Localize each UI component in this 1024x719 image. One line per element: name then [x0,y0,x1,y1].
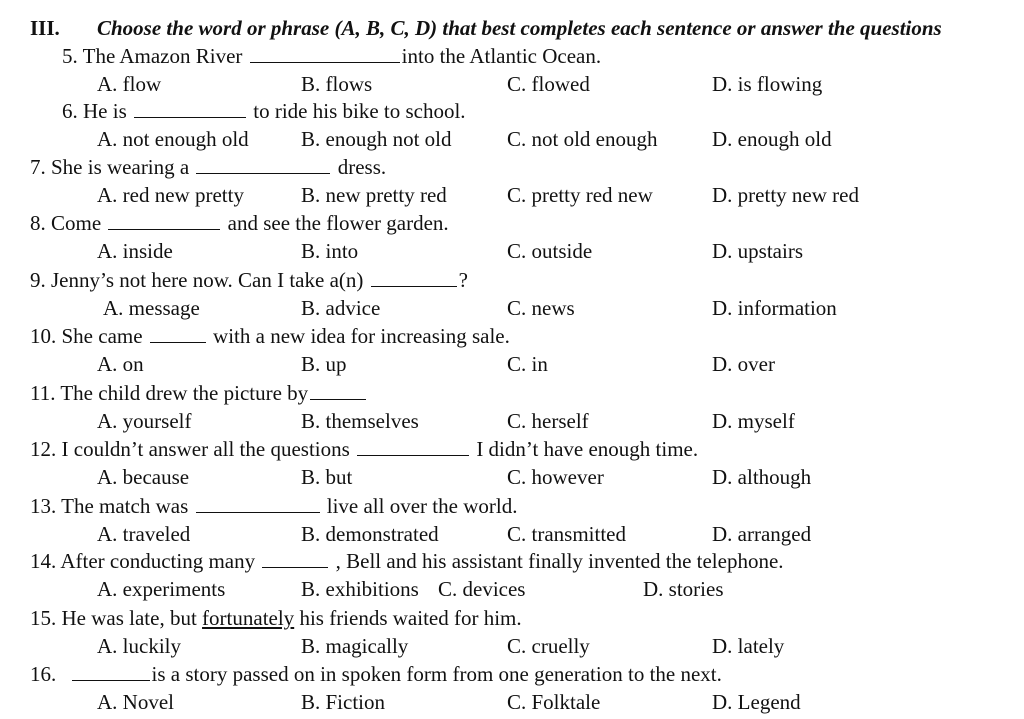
option-d: D. arranged [712,522,812,546]
question-stem: He is [83,99,127,123]
answer-blank [108,211,220,230]
option-a: A. not enough old [97,127,249,151]
question-text [30,266,468,294]
option-b: B. advice [301,296,381,320]
option-d: D. stories [643,577,724,601]
question-stem: The Amazon River [82,44,243,68]
question-9 [0,266,1024,294]
option-b: B. but [301,465,353,489]
question-stem-end: into the Atlantic Ocean. [401,44,602,68]
question-stem: He was late, but [61,606,197,630]
answer-blank [310,381,366,400]
options-5 [0,70,1024,98]
question-stem-end: I didn’t have enough time. [476,437,699,461]
option-c: C. however [507,465,604,489]
question-text [30,209,449,237]
question-stem-end: ? [458,268,468,292]
question-stem-end: , Bell and his assistant finally invented the telephone. [335,549,784,573]
option-b: B. into [301,239,359,263]
question-stem-end: to ride his bike to school. [253,99,466,123]
option-a: A. yourself [97,409,192,433]
option-b: B. exhibitions [301,577,419,601]
answer-blank [72,662,150,681]
options-9 [0,294,1024,322]
options-8 [0,237,1024,265]
option-c: C. flowed [507,72,590,96]
option-a: A. flow [97,72,162,96]
options-7 [0,181,1024,209]
question-stem: Jenny’s not here now. Can I take a(n) [51,268,364,292]
option-c: C. news [507,296,575,320]
option-b: B. new pretty red [301,183,447,207]
question-text [30,660,722,688]
option-c: C. transmitted [507,522,626,546]
option-c: C. cruelly [507,634,590,658]
answer-blank [250,44,400,63]
option-c: C. devices [438,577,526,601]
question-number: 15. [30,606,57,630]
question-number: 16. [30,662,57,686]
option-a: A. red new pretty [97,183,244,207]
question-number: 10. [30,324,57,348]
question-number: 11. [30,381,56,405]
option-b: B. themselves [301,409,419,433]
option-c: C. Folktale [507,690,601,714]
question-text [30,153,386,181]
question-number: 12. [30,437,57,461]
option-b: B. Fiction [301,690,386,714]
option-d: D. over [712,352,775,376]
option-d: D. enough old [712,127,832,151]
question-stem-end: live all over the world. [326,494,518,518]
question-11 [0,379,1024,407]
section-heading [0,14,1024,42]
option-b: B. magically [301,634,409,658]
options-13 [0,520,1024,548]
section-instruction: Choose the word or phrase (A, B, C, D) that best completes each sentence or answer the questions [97,16,942,40]
question-16 [0,660,1024,688]
option-c: C. outside [507,239,593,263]
underlined-word: fortunately [202,606,295,630]
question-10 [0,322,1024,350]
answer-blank [357,437,469,456]
option-c: C. in [507,352,548,376]
option-a: A. experiments [97,577,226,601]
question-text [30,547,784,575]
options-16 [0,688,1024,716]
question-12 [0,435,1024,463]
option-a: A. traveled [97,522,191,546]
options-12 [0,463,1024,491]
question-text [30,379,368,407]
option-c: C. not old enough [507,127,658,151]
question-8 [0,209,1024,237]
question-15 [0,604,1024,632]
question-stem: She is wearing a [51,155,190,179]
question-number: 6. [62,99,78,123]
question-stem: After conducting many [60,549,256,573]
section-numeral: III. [30,16,60,40]
question-number: 14. [30,549,57,573]
question-stem-end: with a new idea for increasing sale. [213,324,510,348]
option-a: A. on [97,352,144,376]
option-b: B. flows [301,72,373,96]
question-5 [0,42,1024,70]
question-text [30,492,517,520]
options-10 [0,350,1024,378]
question-stem: She came [61,324,143,348]
option-c: C. pretty red new [507,183,653,207]
question-number: 5. [62,44,78,68]
option-d: D. Legend [712,690,801,714]
question-number: 7. [30,155,46,179]
answer-blank [196,155,330,174]
question-text [62,42,601,70]
option-a: A. Novel [97,690,174,714]
question-stem-end: is a story passed on in spoken form from one generation to the next. [151,662,722,686]
option-d: D. myself [712,409,795,433]
answer-blank [371,268,457,287]
option-a: A. message [103,296,200,320]
option-b: B. enough not old [301,127,452,151]
option-d: D. lately [712,634,785,658]
question-stem-end: dress. [337,155,387,179]
answer-blank [262,549,328,568]
answer-blank [134,99,246,118]
option-c: C. herself [507,409,589,433]
question-14 [0,547,1024,575]
question-13 [0,492,1024,520]
option-a: A. inside [97,239,173,263]
option-b: B. up [301,352,347,376]
option-d: D. information [712,296,837,320]
question-text [30,322,510,350]
option-d: D. upstairs [712,239,803,263]
question-stem: I couldn’t answer all the questions [61,437,350,461]
question-stem-end: and see the flower garden. [227,211,449,235]
options-15 [0,632,1024,660]
question-number: 9. [30,268,46,292]
question-text [30,604,522,632]
option-d: D. although [712,465,812,489]
question-6 [0,97,1024,125]
question-number: 8. [30,211,46,235]
question-stem-end: his friends waited for him. [299,606,522,630]
option-d: D. pretty new red [712,183,859,207]
question-number: 13. [30,494,57,518]
option-b: B. demonstrated [301,522,439,546]
option-d: D. is flowing [712,72,823,96]
question-text [30,435,698,463]
options-6 [0,125,1024,153]
answer-blank [150,324,206,343]
options-11 [0,407,1024,435]
option-a: A. because [97,465,190,489]
question-text [62,97,466,125]
question-stem: Come [51,211,102,235]
question-stem: The child drew the picture by [60,381,309,405]
question-stem: The match was [61,494,189,518]
options-14 [0,575,1024,603]
option-a: A. luckily [97,634,181,658]
question-7 [0,153,1024,181]
answer-blank [196,494,320,513]
